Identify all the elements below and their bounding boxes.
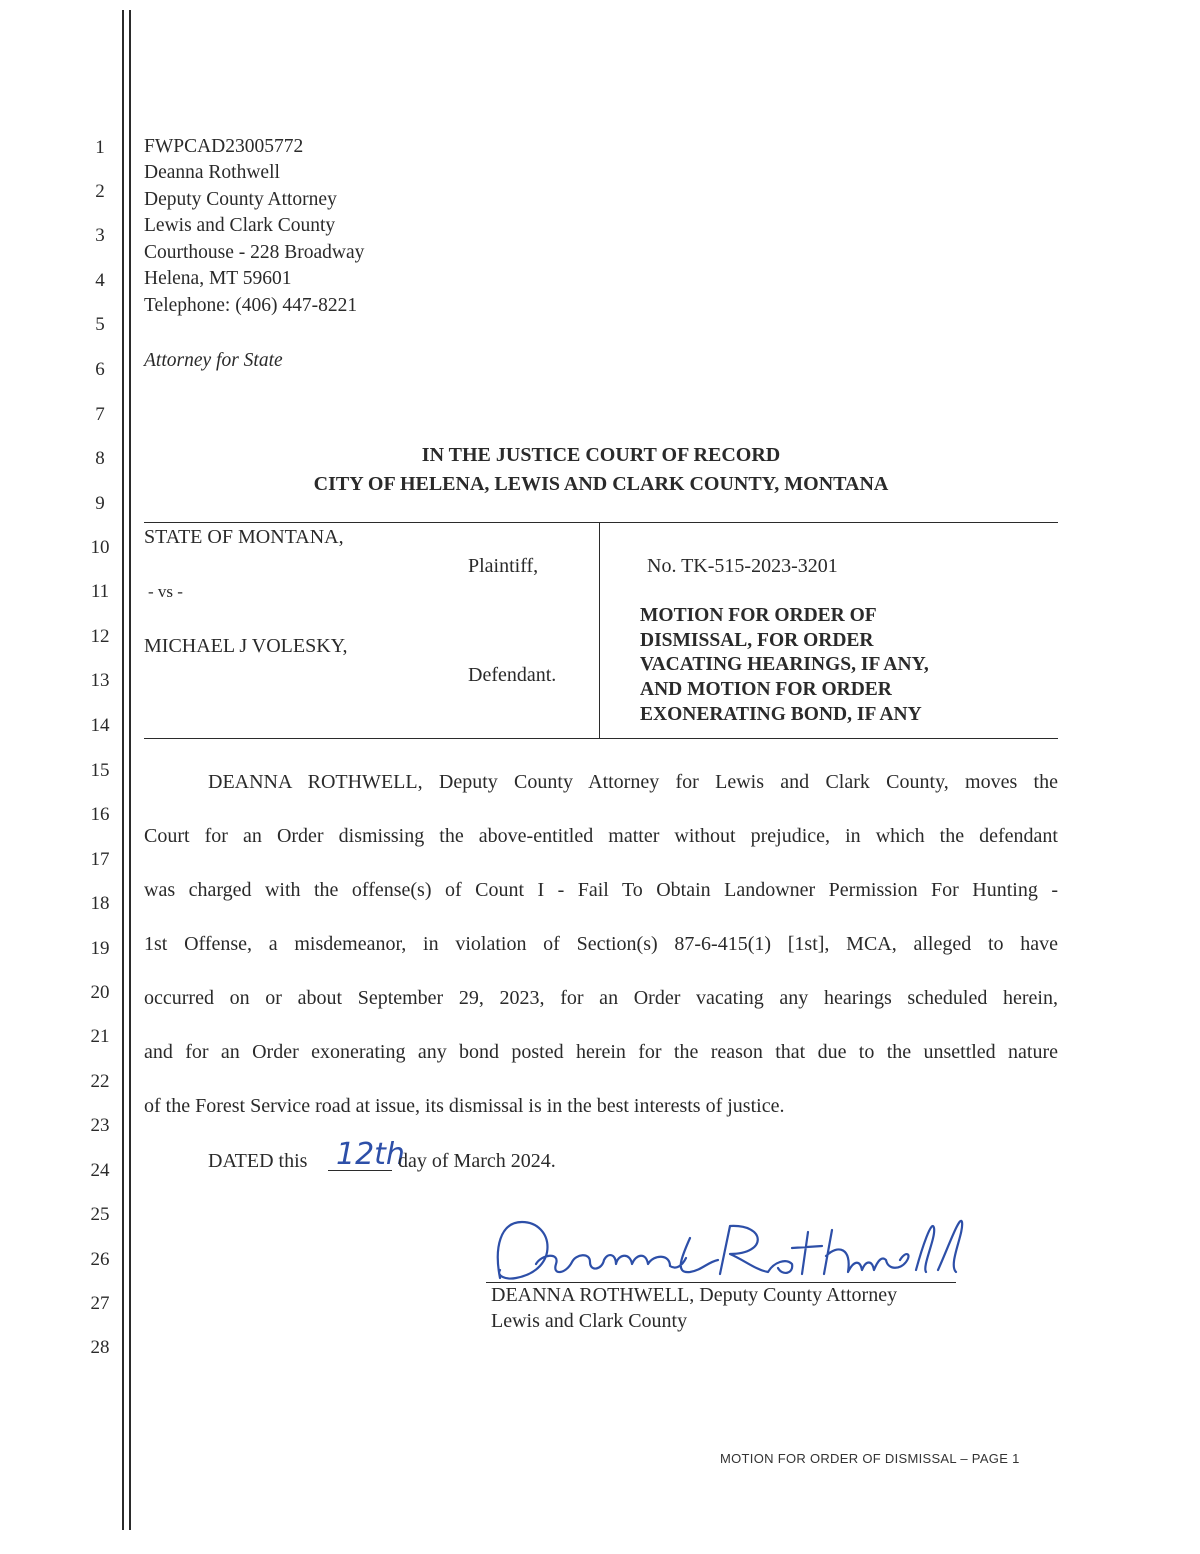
motion-title [640, 604, 929, 728]
line-number: 28 [90, 1337, 110, 1358]
signatory-name-title: DEANNA ROTHWELL, Deputy County Attorney [491, 1284, 898, 1306]
body-line: Court for an Order dismissing the above-entitled matter without prejudice, in which the defendant [144, 825, 1058, 847]
signatory-county: Lewis and Clark County [491, 1310, 688, 1332]
line-number: 3 [95, 225, 105, 246]
line-number: 9 [95, 493, 105, 514]
motion-title-line: MOTION FOR ORDER OF [640, 605, 877, 626]
plaintiff-name: STATE OF MONTANA, [144, 526, 344, 548]
dated-day-handwritten: 12th [336, 1137, 405, 1172]
case-number: No. TK-515-2023-3201 [647, 555, 838, 577]
line-number: 7 [95, 404, 105, 425]
motion-title-line: VACATING HEARINGS, IF ANY, [640, 654, 929, 676]
body-line: DEANNA ROTHWELL, Deputy County Attorney for Lewis and Clark County, moves the [208, 771, 1058, 793]
line-number: 14 [90, 715, 110, 736]
line-number: 22 [90, 1071, 110, 1092]
dated-suffix: day of March 2024. [398, 1150, 556, 1172]
attorney-address: Courthouse - 228 Broadway [144, 242, 365, 263]
attorney-role: Attorney for State [144, 350, 283, 371]
plaintiff-label: Plaintiff, [468, 555, 539, 577]
line-number: 21 [90, 1026, 110, 1047]
line-number: 23 [90, 1115, 110, 1136]
line-number: 6 [95, 359, 105, 380]
line-number: 25 [90, 1204, 110, 1225]
body-line: and for an Order exonerating any bond posted herein for the reason that due to the unsettled nature [144, 1041, 1058, 1063]
signature-mark [486, 1208, 976, 1284]
line-number: 15 [90, 760, 110, 781]
court-jurisdiction: CITY OF HELENA, LEWIS AND CLARK COUNTY, MONTANA [313, 473, 889, 495]
caption-bottom-rule [144, 738, 1058, 739]
line-number: 10 [90, 537, 110, 558]
defendant-label: Defendant. [468, 664, 557, 686]
line-number: 12 [90, 626, 110, 647]
line-number: 24 [90, 1160, 110, 1181]
defendant-name: MICHAEL J VOLESKY, [144, 635, 348, 657]
file-number: FWPCAD23005772 [144, 136, 304, 157]
line-number: 18 [90, 893, 110, 914]
line-number: 1 [95, 137, 105, 158]
line-number: 11 [90, 581, 110, 602]
attorney-phone: Telephone: (406) 447-8221 [144, 295, 358, 316]
line-number: 2 [95, 181, 105, 202]
attorney-name: Deanna Rothwell [144, 162, 280, 183]
line-number: 8 [95, 448, 105, 469]
line-number: 13 [90, 670, 110, 691]
line-number: 4 [95, 270, 105, 291]
line-number: 17 [90, 849, 110, 870]
court-name: IN THE JUSTICE COURT OF RECORD [421, 444, 781, 466]
attorney-city: Helena, MT 59601 [144, 268, 292, 289]
line-number: 16 [90, 804, 110, 825]
line-number: 27 [90, 1293, 110, 1314]
line-number: 26 [90, 1249, 110, 1270]
attorney-title: Deputy County Attorney [144, 189, 337, 210]
body-line: was charged with the offense(s) of Count I - Fail To Obtain Landowner Permission For Hunting - [144, 879, 1058, 901]
dated-prefix: DATED this [208, 1150, 308, 1172]
motion-title-line: DISMISSAL, FOR ORDER [640, 629, 874, 651]
motion-title-line: AND MOTION FOR ORDER [640, 679, 892, 701]
line-number: 5 [95, 314, 105, 335]
body-line: occurred on or about September 29, 2023, for an Order vacating any hearings scheduled herein, [144, 987, 1058, 1009]
motion-title-line: EXONERATING BOND, IF ANY [640, 703, 922, 725]
line-number: 20 [90, 982, 110, 1003]
caption-divider [599, 522, 600, 739]
versus: - vs - [148, 582, 183, 601]
body-line: 1st Offense, a misdemeanor, in violation of Section(s) 87-6-415(1) [1st], MCA, alleged to have [144, 933, 1058, 955]
left-margin-rule-inner [129, 10, 131, 1530]
caption-top-rule [144, 522, 1058, 523]
attorney-county: Lewis and Clark County [144, 215, 336, 236]
body-line: of the Forest Service road at issue, its dismissal is in the best interests of justice. [144, 1095, 785, 1117]
line-number: 19 [90, 938, 110, 959]
left-margin-rule [122, 10, 124, 1530]
page-footer: MOTION FOR ORDER OF DISMISSAL – PAGE 1 [720, 1451, 1020, 1466]
